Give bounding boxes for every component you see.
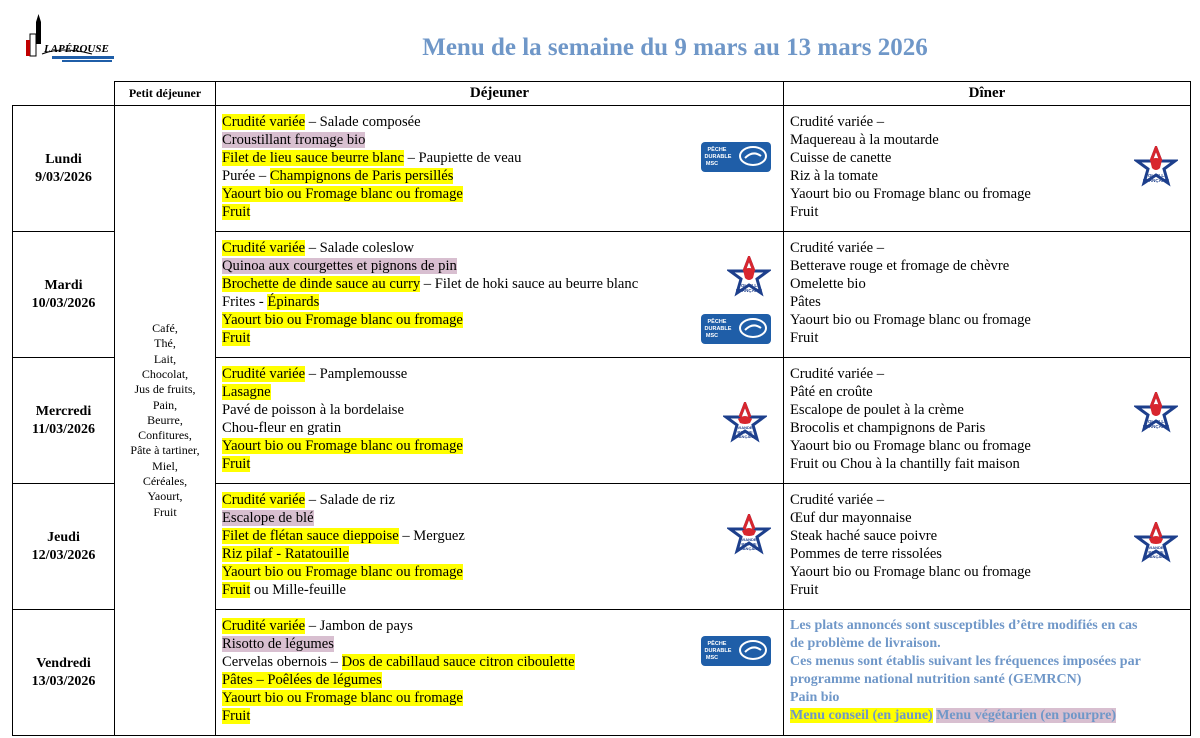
menu-line bbox=[790, 527, 1184, 545]
lunch-cell-lundi bbox=[216, 106, 784, 232]
dish-text: Escalope de poulet à la crème bbox=[790, 402, 964, 418]
dish-text: – Salade coleslow bbox=[305, 240, 415, 256]
dinner-lines bbox=[784, 106, 1190, 221]
dish-vegetarien: Escalope de blé bbox=[222, 510, 314, 526]
dish-conseil: Fruit bbox=[222, 330, 251, 346]
menu-line bbox=[222, 365, 777, 383]
menu-line bbox=[222, 545, 777, 563]
badge-label: PÊCHE bbox=[707, 319, 727, 325]
menu-line bbox=[222, 383, 777, 401]
badge-label: DURABLE bbox=[704, 326, 732, 332]
dish-text: Pommes de terre rissolées bbox=[790, 546, 942, 562]
column-header-breakfast: Petit déjeuner bbox=[115, 82, 216, 106]
dish-text: Cervelas obernois – bbox=[222, 654, 342, 670]
badge-label: VOLAILLE bbox=[1144, 419, 1168, 424]
breakfast-list bbox=[115, 321, 215, 520]
menu-line bbox=[790, 455, 1184, 473]
dish-text: Yaourt bio ou Fromage blanc ou fromage bbox=[790, 312, 1031, 328]
volaille-francaise-icon bbox=[1134, 392, 1178, 439]
dish-text: Fruit bbox=[790, 582, 819, 598]
breakfast-item: Yaourt, bbox=[147, 489, 183, 504]
dish-text: Fruit bbox=[790, 204, 819, 220]
dish-conseil: Épinards bbox=[267, 294, 320, 310]
menu-line bbox=[790, 239, 1184, 257]
dish-text: Maquereau à la moutarde bbox=[790, 132, 939, 148]
dish-text: Pâté en croûte bbox=[790, 384, 873, 400]
menu-line bbox=[222, 455, 777, 473]
day-date: 10/03/2026 bbox=[31, 295, 96, 311]
breakfast-item: Fruit bbox=[153, 504, 177, 519]
dish-text: Pâtes bbox=[790, 294, 821, 310]
menu-line bbox=[222, 635, 777, 653]
breakfast-item: Chocolat, bbox=[141, 366, 189, 381]
day-name: Vendredi bbox=[36, 655, 91, 671]
note-line: programme national nutrition santé (GEMRCN) bbox=[790, 672, 1082, 687]
dish-text: Riz à la tomate bbox=[790, 168, 878, 184]
dish-vegetarien: Risotto de légumes bbox=[222, 636, 334, 652]
notes-cell bbox=[784, 610, 1191, 736]
note-line: Les plats annoncés sont susceptibles d’être modifiés en cas bbox=[790, 618, 1138, 633]
menu-line bbox=[222, 293, 777, 311]
dish-text: Crudité variée – bbox=[790, 492, 885, 508]
day-cell-jeudi bbox=[13, 484, 115, 610]
badge-label: VOLAILLE bbox=[737, 283, 761, 288]
dish-conseil: Pâtes – Poêlées de légumes bbox=[222, 672, 382, 688]
badge-label: FRANÇAISE bbox=[735, 288, 763, 293]
page-title: Menu de la semaine du 9 mars au 13 mars 2026 bbox=[422, 34, 928, 61]
dish-vegetarien: Croustillant fromage bio bbox=[222, 132, 366, 148]
dish-text: Chou-fleur en gratin bbox=[222, 420, 342, 436]
dish-text: Purée – bbox=[222, 168, 270, 184]
column-header-lunch: Déjeuner bbox=[216, 82, 784, 106]
menu-line bbox=[790, 401, 1184, 419]
badge-label: FRANÇAISE bbox=[733, 434, 757, 439]
menu-line bbox=[790, 275, 1184, 293]
lunch-cell-vendredi bbox=[216, 610, 784, 736]
badge-label: VIANDE bbox=[741, 537, 757, 542]
menu-line bbox=[222, 491, 777, 509]
msc-peche-durable-icon bbox=[701, 314, 771, 349]
menu-line bbox=[222, 653, 777, 671]
msc-peche-durable-icon bbox=[701, 142, 771, 177]
badge-label: MSC bbox=[705, 161, 719, 167]
menu-line bbox=[222, 707, 777, 725]
notes-block bbox=[784, 610, 1190, 725]
breakfast-item: Miel, bbox=[152, 458, 178, 473]
lunch-cell-jeudi bbox=[216, 484, 784, 610]
menu-line bbox=[790, 311, 1184, 329]
note-line: Ces menus sont établis suivant les fréquences imposées par bbox=[790, 654, 1141, 669]
dish-vegetarien: Quinoa aux courgettes et pignons de pin bbox=[222, 258, 457, 274]
menu-line bbox=[222, 689, 777, 707]
menu-line bbox=[790, 365, 1184, 383]
badge-label: BOVINE bbox=[1148, 549, 1164, 555]
menu-line bbox=[790, 383, 1184, 401]
dish-text: Crudité variée – bbox=[790, 366, 885, 382]
breakfast-item: Jus de fruits, bbox=[134, 382, 196, 397]
viande-bovine-francaise-icon bbox=[723, 402, 767, 449]
column-header-dinner: Dîner bbox=[784, 82, 1191, 106]
volaille-francaise-icon bbox=[1134, 146, 1178, 193]
dish-text: Omelette bio bbox=[790, 276, 866, 292]
dish-conseil: Crudité variée bbox=[222, 114, 306, 130]
menu-line bbox=[222, 617, 777, 635]
viande-bovine-francaise-icon bbox=[1134, 522, 1178, 569]
weekly-menu-table bbox=[12, 81, 1191, 736]
dish-conseil: Dos de cabillaud sauce citron ciboulette bbox=[341, 654, 575, 670]
menu-line bbox=[790, 545, 1184, 563]
dish-conseil: Filet de lieu sauce beurre blanc bbox=[222, 150, 404, 166]
menu-line bbox=[222, 437, 777, 455]
dish-conseil: Crudité variée bbox=[222, 240, 306, 256]
volaille-francaise-icon bbox=[727, 256, 771, 303]
day-cell-lundi bbox=[13, 106, 115, 232]
dish-text: Pavé de poisson à la bordelaise bbox=[222, 402, 404, 418]
note-line: Pain bio bbox=[790, 690, 840, 705]
dish-text: Crudité variée – bbox=[790, 114, 885, 130]
dinner-cell-lundi bbox=[784, 106, 1191, 232]
dish-text: – Paupiette de veau bbox=[403, 150, 522, 166]
menu-line bbox=[222, 401, 777, 419]
menu-line bbox=[222, 257, 777, 275]
day-name: Mercredi bbox=[35, 403, 92, 419]
dish-conseil: Crudité variée bbox=[222, 618, 306, 634]
badge-label: BOVINE bbox=[741, 541, 757, 547]
dish-conseil: Yaourt bio ou Fromage blanc ou fromage bbox=[222, 690, 463, 706]
menu-line bbox=[790, 437, 1184, 455]
menu-line bbox=[790, 509, 1184, 527]
menu-line bbox=[222, 167, 777, 185]
badge-label: MSC bbox=[705, 655, 719, 661]
lunch-lines bbox=[216, 358, 783, 473]
dinner-lines bbox=[784, 358, 1190, 473]
logo-text: LAPÉROUSE bbox=[44, 43, 109, 55]
dish-conseil: Fruit bbox=[222, 708, 251, 724]
menu-line bbox=[790, 203, 1184, 221]
breakfast-cell bbox=[115, 106, 216, 736]
breakfast-item: Confitures, bbox=[138, 428, 192, 443]
dish-text: – Filet de hoki sauce au beurre blanc bbox=[420, 276, 639, 292]
lunch-cell-mardi bbox=[216, 232, 784, 358]
menu-line bbox=[222, 113, 777, 131]
menu-line bbox=[790, 419, 1184, 437]
menu-line bbox=[790, 293, 1184, 311]
badge-label: FRANÇAISE bbox=[737, 546, 761, 551]
menu-line bbox=[222, 149, 777, 167]
lunch-lines bbox=[216, 232, 783, 347]
dish-text: Brocolis et champignons de Paris bbox=[790, 420, 986, 436]
menu-line bbox=[222, 275, 777, 293]
dish-text: Betterave rouge et fromage de chèvre bbox=[790, 258, 1010, 274]
dish-text: ou Mille-feuille bbox=[250, 582, 347, 598]
dish-text: Steak haché sauce poivre bbox=[790, 528, 938, 544]
dish-text: Yaourt bio ou Fromage blanc ou fromage bbox=[790, 438, 1031, 454]
menu-line bbox=[790, 491, 1184, 509]
dinner-cell-jeudi bbox=[784, 484, 1191, 610]
menu-line bbox=[222, 671, 777, 689]
badge-label: FRANÇAISE bbox=[1142, 424, 1170, 429]
day-date: 9/03/2026 bbox=[35, 169, 92, 185]
day-cell-vendredi bbox=[13, 610, 115, 736]
breakfast-item: Beurre, bbox=[147, 412, 183, 427]
lunch-lines bbox=[216, 610, 783, 725]
menu-line bbox=[222, 509, 777, 527]
lunch-cell-mercredi bbox=[216, 358, 784, 484]
menu-line bbox=[790, 581, 1184, 599]
dish-text: – Salade de riz bbox=[305, 492, 396, 508]
breakfast-item: Café, bbox=[152, 321, 178, 336]
badge-label: VOLAILLE bbox=[1144, 173, 1168, 178]
day-name: Mardi bbox=[44, 277, 83, 293]
dish-text: Œuf dur mayonnaise bbox=[790, 510, 912, 526]
breakfast-item: Pâte à tartiner, bbox=[130, 443, 200, 458]
menu-line bbox=[790, 131, 1184, 149]
dish-text: Yaourt bio ou Fromage blanc ou fromage bbox=[790, 564, 1031, 580]
dish-conseil: Riz pilaf - Ratatouille bbox=[222, 546, 349, 562]
day-date: 12/03/2026 bbox=[31, 547, 96, 563]
dish-text: Fruit bbox=[790, 330, 819, 346]
dish-text: Yaourt bio ou Fromage blanc ou fromage bbox=[790, 186, 1031, 202]
dinner-cell-mardi bbox=[784, 232, 1191, 358]
msc-peche-durable-icon bbox=[701, 636, 771, 671]
day-cell-mardi bbox=[13, 232, 115, 358]
badge-label: FRANÇAISE bbox=[1142, 178, 1170, 183]
lunch-lines bbox=[216, 484, 783, 599]
legend-purple: Menu végétarien (en pourpre) bbox=[936, 708, 1116, 723]
dish-text: – Salade composée bbox=[305, 114, 421, 130]
day-cell-mercredi bbox=[13, 358, 115, 484]
dish-text: Cuisse de canette bbox=[790, 150, 892, 166]
dish-conseil: Yaourt bio ou Fromage blanc ou fromage bbox=[222, 186, 463, 202]
breakfast-item: Pain, bbox=[152, 397, 178, 412]
menu-line bbox=[790, 149, 1184, 167]
dish-text: – Pamplemousse bbox=[305, 366, 408, 382]
menu-line bbox=[222, 563, 777, 581]
dish-conseil: Crudité variée bbox=[222, 492, 306, 508]
dish-conseil: Fruit bbox=[222, 582, 251, 598]
dinner-lines bbox=[784, 232, 1190, 347]
dinner-cell-mercredi bbox=[784, 358, 1191, 484]
day-date: 11/03/2026 bbox=[31, 421, 95, 437]
dish-text: Crudité variée – bbox=[790, 240, 885, 256]
menu-line bbox=[222, 527, 777, 545]
badge-label: DURABLE bbox=[704, 648, 732, 654]
dish-conseil: Filet de flétan sauce dieppoise bbox=[222, 528, 399, 544]
dish-conseil: Fruit bbox=[222, 456, 251, 472]
menu-line bbox=[790, 185, 1184, 203]
dish-conseil: Yaourt bio ou Fromage blanc ou fromage bbox=[222, 438, 463, 454]
menu-line bbox=[222, 239, 777, 257]
viande-bovine-francaise-icon bbox=[727, 514, 771, 561]
menu-line bbox=[222, 419, 777, 437]
badge-label: MSC bbox=[705, 333, 719, 339]
day-date: 13/03/2026 bbox=[31, 673, 96, 689]
badge-label: VIANDE bbox=[737, 425, 753, 430]
day-name: Lundi bbox=[45, 151, 82, 167]
dish-text: – Merguez bbox=[398, 528, 465, 544]
breakfast-item: Thé, bbox=[154, 336, 176, 351]
badge-label: VIANDE bbox=[1148, 545, 1164, 550]
badge-label: FRANÇAISE bbox=[1144, 554, 1168, 559]
menu-line bbox=[790, 167, 1184, 185]
laperouse-logo bbox=[22, 10, 118, 74]
legend-yellow: Menu conseil (en jaune) bbox=[790, 708, 933, 723]
note-line: de problème de livraison. bbox=[790, 636, 941, 651]
menu-line bbox=[222, 203, 777, 221]
corner-cell bbox=[13, 82, 115, 106]
lunch-lines bbox=[216, 106, 783, 221]
badge-label: PÊCHE bbox=[707, 147, 727, 153]
menu-line bbox=[222, 131, 777, 149]
menu-line bbox=[790, 257, 1184, 275]
menu-line bbox=[222, 311, 777, 329]
badge-label: BOVINE bbox=[737, 429, 753, 435]
menu-line bbox=[222, 581, 777, 599]
dish-text: Fruit ou Chou à la chantilly fait maison bbox=[790, 456, 1020, 472]
day-name: Jeudi bbox=[47, 529, 80, 545]
menu-line bbox=[790, 329, 1184, 347]
dish-conseil: Lasagne bbox=[222, 384, 271, 400]
menu-line bbox=[222, 185, 777, 203]
badge-label: PÊCHE bbox=[707, 641, 727, 647]
dish-conseil: Yaourt bio ou Fromage blanc ou fromage bbox=[222, 564, 463, 580]
breakfast-item: Céréales, bbox=[142, 474, 188, 489]
menu-line bbox=[790, 563, 1184, 581]
menu-line bbox=[222, 329, 777, 347]
dish-conseil: Fruit bbox=[222, 204, 251, 220]
dinner-lines bbox=[784, 484, 1190, 599]
dish-conseil: Champignons de Paris persillés bbox=[269, 168, 454, 184]
dish-conseil: Crudité variée bbox=[222, 366, 306, 382]
menu-line bbox=[790, 113, 1184, 131]
dish-text: Frites - bbox=[222, 294, 268, 310]
dish-conseil: Brochette de dinde sauce au curry bbox=[222, 276, 421, 292]
dish-text: – Jambon de pays bbox=[305, 618, 413, 634]
badge-label: DURABLE bbox=[704, 154, 732, 160]
breakfast-item: Lait, bbox=[153, 351, 177, 366]
dish-conseil: Yaourt bio ou Fromage blanc ou fromage bbox=[222, 312, 463, 328]
legend-line bbox=[790, 707, 1184, 725]
